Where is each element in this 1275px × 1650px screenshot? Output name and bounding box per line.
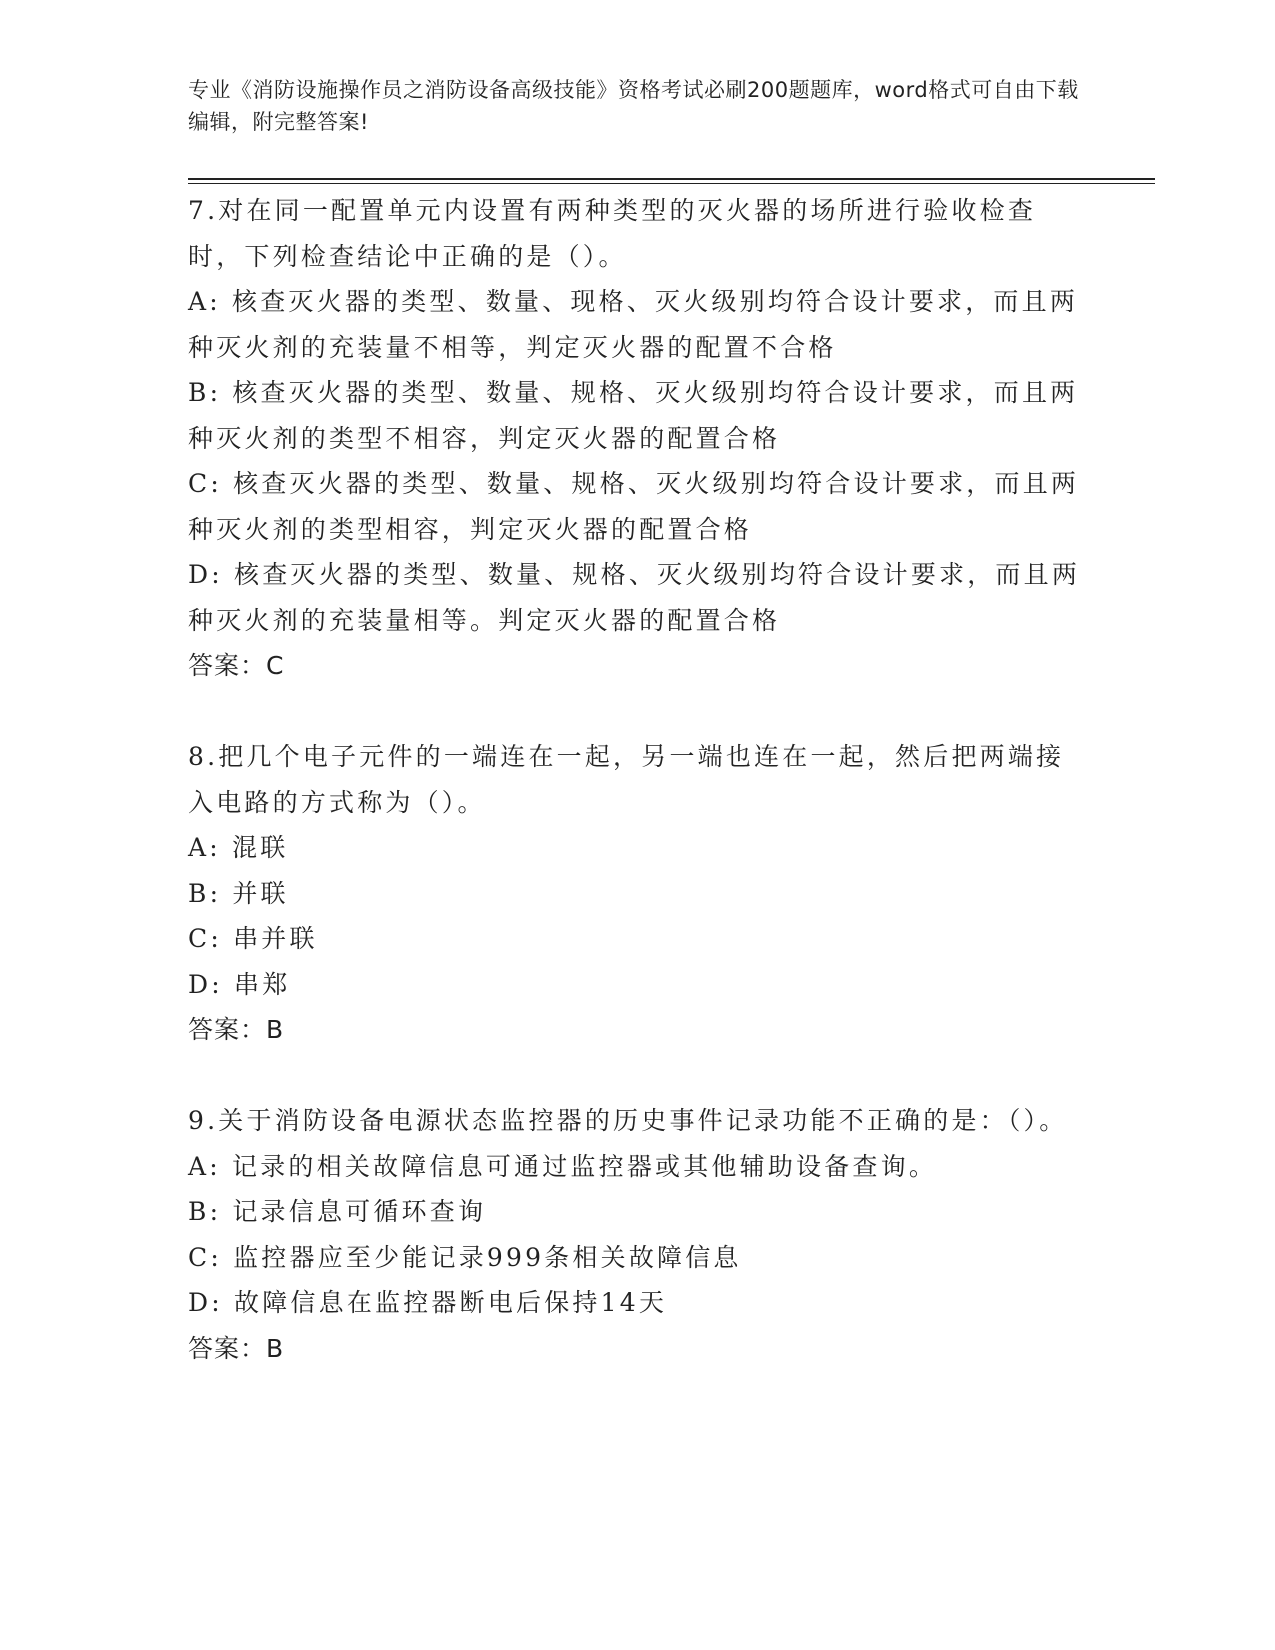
option-a: A: 混联 [188,833,289,862]
option-b: B: 并联 [188,878,289,908]
document-header: 专业《消防设施操作员之消防设备高级技能》资格考试必刷200题题库，word格式可自由下载编辑，附完整答案! [188,78,1079,134]
question-gap [188,1053,1088,1099]
question-9 [188,1098,1088,1371]
answer-line: 答案：C [188,651,285,680]
option-d: D: 串郑 [188,969,291,999]
option-c: C: 监控器应至少能记录999条相关故障信息 [188,1242,742,1272]
answer-line: 答案：B [188,1015,285,1044]
option-b: B: 核查灭火器的类型、数量、规格、灭火级别均符合设计要求，而且两种灭火剂的类型不相容，判定灭火器的配置合格 [188,378,1079,453]
header-rule-thin [188,183,1155,184]
option-b: B: 记录信息可循环查询 [188,1197,487,1226]
answer-line: 答案：B [188,1333,285,1363]
option-d: D: 故障信息在监控器断电后保持14天 [188,1288,668,1317]
option-a: A: 核查灭火器的类型、数量、现格、灭火级别均符合设计要求，而且两种灭火剂的充装量不相等，判定灭火器的配置不合格 [188,287,1079,362]
question-gap [188,689,1088,735]
question-stem: 9.关于消防设备电源状态监控器的历史事件记录功能不正确的是：（）。 [188,1106,1068,1135]
question-stem: 8.把几个电子元件的一端连在一起，另一端也连在一起，然后把两端接入电路的方式称为（）。 [188,742,1065,817]
question-list [188,188,1088,1371]
header-rule-thick [188,178,1155,180]
option-a: A: 记录的相关故障信息可通过监控器或其他辅助设备查询。 [188,1151,938,1181]
question-stem: 7.对在同一配置单元内设置有两种类型的灭火器的场所进行验收检查时，下列检查结论中正确的是（）。 [188,196,1037,271]
option-d: D: 核查灭火器的类型、数量、规格、灭火级别均符合设计要求，而且两种灭火剂的充装量相等。判定灭火器的配置合格 [188,560,1081,635]
option-c: C: 串并联 [188,924,318,953]
question-7 [188,188,1088,689]
option-c: C: 核查灭火器的类型、数量、规格、灭火级别均符合设计要求，而且两种灭火剂的类型相容，判定灭火器的配置合格 [188,469,1080,544]
question-8 [188,734,1088,1053]
